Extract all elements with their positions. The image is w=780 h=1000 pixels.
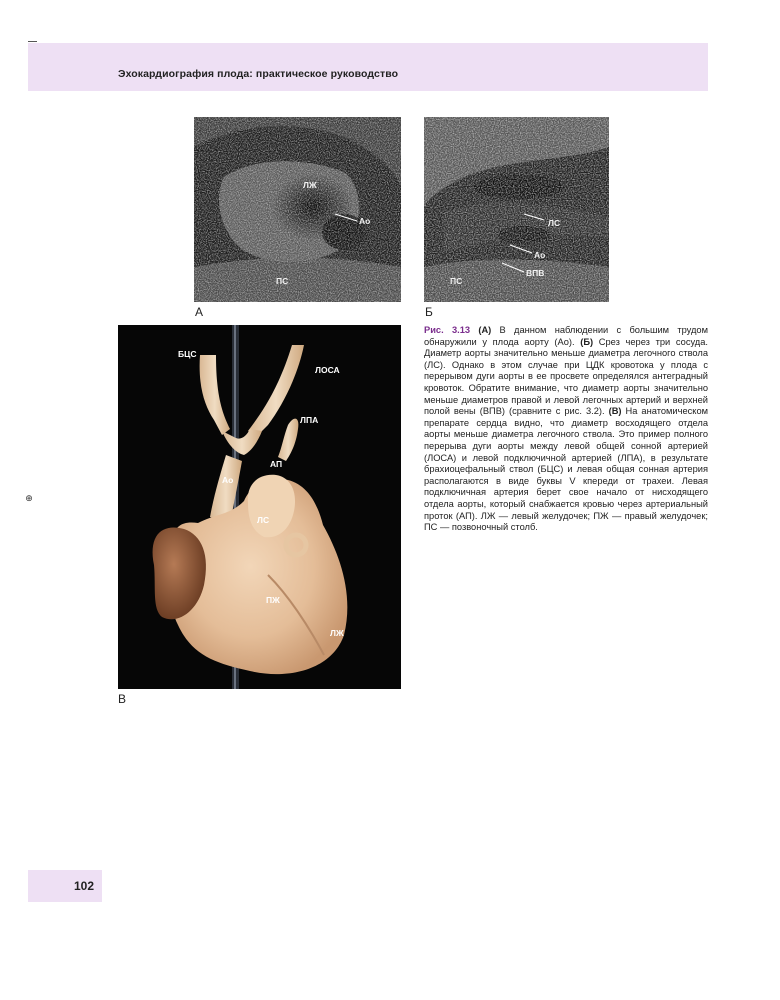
figure-c-specimen-photo bbox=[118, 325, 401, 689]
registration-mark-icon: ⊕ bbox=[25, 493, 33, 503]
label-ao: Ао bbox=[534, 250, 546, 260]
figure-a-letter: А bbox=[195, 305, 204, 319]
label-spine: ПС bbox=[450, 276, 463, 286]
label-pa: ЛС bbox=[548, 218, 561, 228]
crop-mark bbox=[28, 41, 37, 42]
label-rv: ПЖ bbox=[266, 595, 280, 605]
caption-part-b-tag: (Б) bbox=[580, 336, 594, 347]
label-lv: ЛЖ bbox=[303, 180, 317, 190]
figure-b-ultrasound bbox=[424, 117, 609, 302]
running-header-title: Эхокардиография плода: практическое руководство bbox=[118, 68, 399, 80]
caption-part-c: На анатомическом препарате сердца видно, что диаметр восходящего отдела аорты меньше диаметра легочного ствола. Это пример полного перерыва дуги аорты между левой общей сонной артерией (ЛОСА) и левой подключичной артерией (ЛПА), в результате брахиоцефальный ствол (БЦС) и левая общая сонная артерия располагаются в виде буквы V кпереди от трахеи. Левая подключичная артерия берет свое начало от нисходящего отдела аорты, который снабжается кровью через артериальный проток (АП). ЛЖ — левый желудочек; ПЖ — правый желудочек; ПС — позвоночный столб. bbox=[424, 406, 708, 533]
label-ao: Ао bbox=[359, 216, 371, 226]
caption-part-a-tag: (А) bbox=[478, 325, 492, 335]
label-losa: ЛОСА bbox=[315, 365, 340, 375]
label-ap: АП bbox=[270, 459, 283, 469]
label-lv: ЛЖ bbox=[330, 628, 344, 638]
figure-caption bbox=[424, 325, 708, 534]
label-svc: ВПВ bbox=[526, 268, 545, 278]
page-number: 102 bbox=[73, 879, 94, 893]
figure-a-ultrasound bbox=[194, 117, 401, 302]
label-spine: ПС bbox=[276, 276, 289, 286]
label-ls: ЛС bbox=[257, 515, 270, 525]
heart-specimen-image bbox=[118, 325, 401, 689]
ultrasound-image bbox=[194, 117, 401, 302]
label-lpa: ЛПА bbox=[300, 415, 319, 425]
running-header bbox=[28, 43, 708, 91]
ultrasound-image bbox=[424, 117, 609, 302]
caption-part-c-tag: (В) bbox=[608, 406, 622, 417]
caption-part-b: Срез через три сосуда. Диаметр аорты значительно меньше диаметра легочного ствола (ЛС). Однако в этом случае при ЦДК кровотока у плода с перерывом дуги аорты в ее просвете определялся антеградный кровоток. Обратите внимание, что диаметр аорты значительно меньше диаметров правой и левой легочных артерий и верхней полой вены (ВПВ) (сравните с рис. 3.2). bbox=[424, 336, 708, 417]
figure-c-letter: В bbox=[118, 692, 127, 706]
figure-b-letter: Б bbox=[425, 305, 433, 319]
label-ao: Ао bbox=[222, 475, 234, 485]
figure-reference: Рис. 3.13 bbox=[424, 325, 471, 335]
caption-part-a: В данном наблюдении с большим трудом обнаружили у плода аорту (Ао). bbox=[424, 325, 708, 347]
label-bcs: БЦС bbox=[178, 349, 197, 359]
